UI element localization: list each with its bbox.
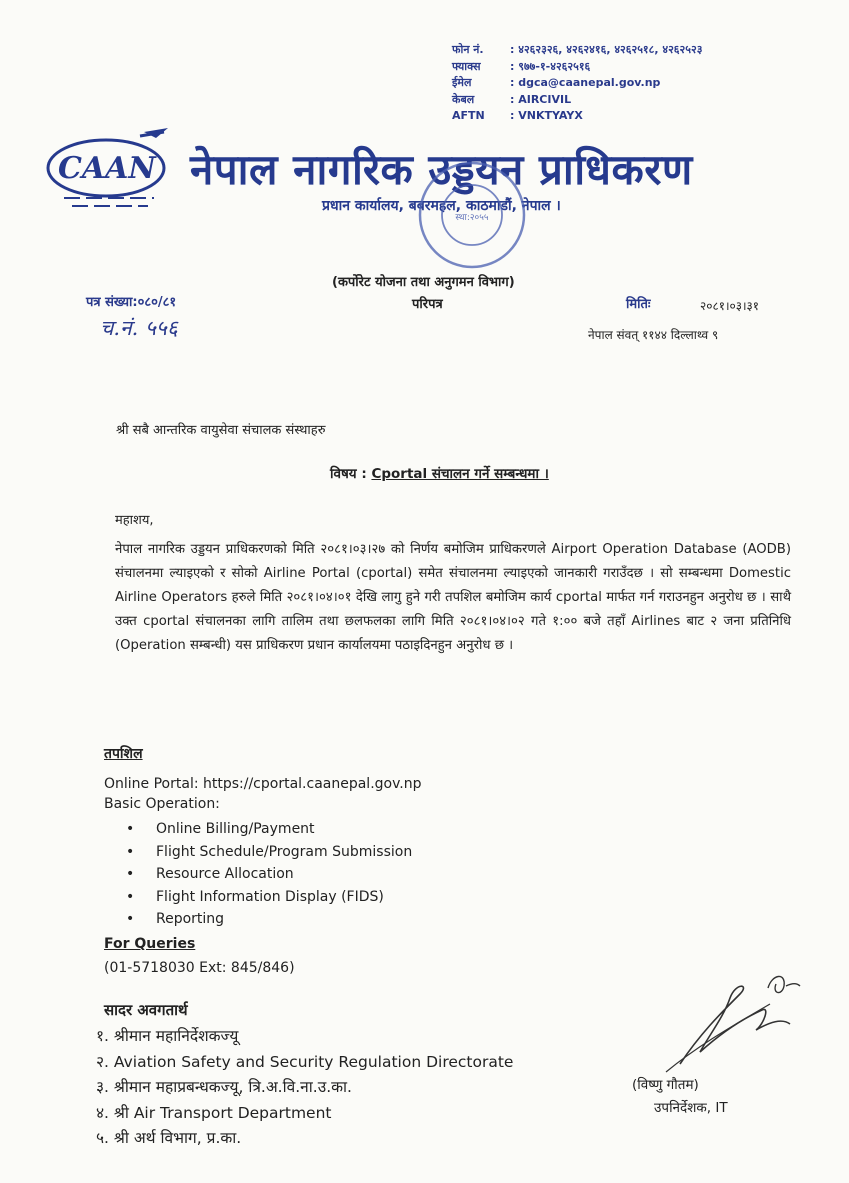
subject-text: Cportal संचालन गर्ने सम्बन्धमा । [371,466,549,482]
list-item-label: Flight Schedule/Program Submission [156,843,413,860]
department-name: (कर्पोरेट योजना तथा अनुगमन विभाग) [332,275,515,290]
subject-prefix: विषय : [330,466,367,482]
details-heading: तपशिल [104,746,143,762]
list-item: १. श्रीमान महानिर्देशकज्यू [96,1027,239,1045]
contact-row-email [452,75,702,92]
operations-list [126,818,412,931]
list-item: ५. श्री अर्थ विभाग, प्र.का. [96,1129,242,1147]
contact-value: : AIRCIVIL [510,92,572,106]
list-item [126,841,412,864]
contact-label: AFTN [452,109,485,122]
contact-row-fax [452,59,702,76]
list-item-label: Reporting [156,911,225,928]
date-value: २०८१।०३।३१ [700,299,760,313]
bullet-icon: • [126,866,135,883]
list-item-label: Flight Information Display (FIDS) [156,888,384,905]
list-item: ३. श्रीमान महाप्रबन्धकज्यू, त्रि.अ.वि.ना.उ.का. [96,1078,352,1096]
logo-text: CAAN [58,151,156,186]
contact-block [452,42,702,125]
bullet-icon: • [126,888,135,905]
list-item-label: Online Billing/Payment [156,821,315,837]
basic-operation-label: Basic Operation: [104,796,220,812]
contact-value: : ९७७-१-४२६२५१६ [510,59,591,73]
queries-heading: For Queries [104,936,196,952]
contact-label: फ्याक्स [452,59,481,73]
contact-value: : VNKTYAYX [510,109,583,122]
contact-row-phone [452,42,702,59]
office-stamp [402,160,538,270]
contact-label: केबल [452,92,475,106]
list-item-label: Resource Allocation [156,866,294,883]
bullet-icon: • [126,843,135,860]
stamp-text: स्था:२०५५ [455,213,489,223]
salutation: महाशय, [115,513,154,528]
contact-value: : ४२६२३२६, ४२६२४१६, ४२६२५१८, ४२६२५२३ [510,43,703,56]
bullet-icon: • [126,911,135,928]
signature [640,964,810,1074]
organization-name: नेपाल नागरिक उड्डयन प्राधिकरण [190,145,693,194]
list-item [126,863,412,886]
portal-link: Online Portal: https://cportal.caanepal.gov.np [104,776,422,792]
queries-contact: (01-5718030 Ext: 845/846) [104,960,295,976]
list-item [126,908,412,931]
contact-row-cable [452,92,702,109]
contact-label: फोन नं. [452,43,484,56]
contact-row-aftn [452,108,702,125]
letter-body: नेपाल नागरिक उड्डयन प्राधिकरणको मिति २०८१।०३।२७ को निर्णय बमोजिम प्राधिकरणले Airport Operation Database (AODB) संचालनमा ल्याइएको र सोको Airline Portal (cportal) समेत संचालनमा ल्याइएको जानकारी गराउँदछ । सो सम्बन्धमा Domestic Airline Operators हरुले मिति २०८१।०४।०१ देखि लागु हुने गरी तपशिल बमोजिम कार्य cportal मार्फत गर्न गराउनहुन अनुरोध छ । साथै उक्त cportal संचालनका लागि तालिम तथा छलफलका लागि मिति २०८१।०४।०२ गते १:०० बजे तहाँ Airlines बाट २ जना प्रतिनिधि (Operation सम्बन्धी) यस प्राधिकरण प्रधान कार्यालयमा पठाइदिनहुन अनुरोध छ । [115,542,791,653]
contact-value: : dgca@caanepal.gov.np [510,76,661,89]
copy-to-heading: सादर अवगतार्थ [104,1001,188,1019]
date-label: मितिः [626,297,651,312]
document-type: परिपत्र [412,297,443,312]
list-item: २. Aviation Safety and Security Regulation Directorate [96,1052,514,1071]
signatory-title: उपनिर्देशक, IT [654,1100,728,1116]
signatory-name: (विष्णु गौतम) [632,1077,699,1093]
bullet-icon: • [126,821,135,837]
list-item: ४. श्री Air Transport Department [96,1103,332,1122]
organization-address: प्रधान कार्यालय, बबरमहल, काठमाडौं, नेपाल । [322,198,561,214]
nepal-era-date: नेपाल संवत् ११४४ दिल्लाथ्व ९ [588,328,719,342]
letter-number: पत्र संख्या:०८०/८१ [86,295,177,310]
list-item [126,886,412,909]
handwritten-dispatch-number: च.नं. ५५६ [100,316,178,340]
copy-to-list [96,1024,513,1152]
subject-line [330,464,549,482]
contact-label: ईमेल [452,76,472,89]
list-item [126,818,412,841]
recipient: श्री सबै आन्तरिक वायुसेवा संचालक संस्थाहरु [116,423,326,438]
caan-logo [44,118,174,214]
